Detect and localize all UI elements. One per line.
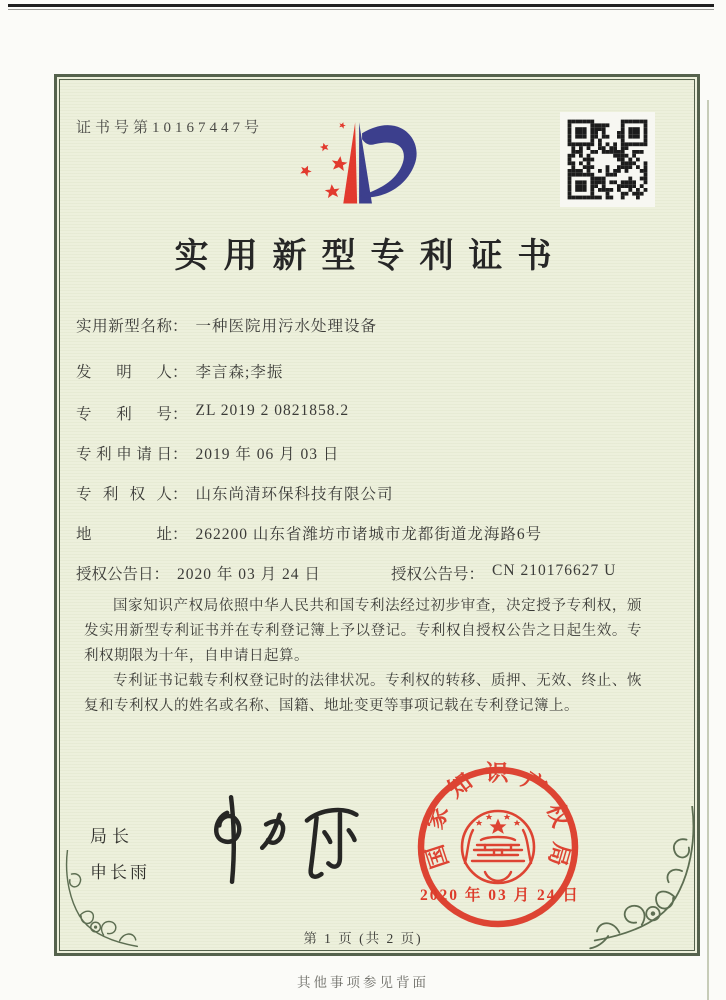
- field-address: 地址 ： 262200 山东省潍坊市诸城市龙都街道龙海路6号: [76, 522, 542, 544]
- field-value: 李言森;李振: [195, 364, 284, 381]
- field-label: 专利申请日: [76, 446, 172, 463]
- seal-authority-text: 国家知识产权局: [422, 760, 575, 872]
- field-value: 山东尚清环保科技有限公司: [195, 486, 394, 503]
- field-label: 实用新型名称: [76, 318, 172, 335]
- certificate-body-text: [84, 594, 642, 719]
- floral-corner-ornament-right: [588, 806, 700, 954]
- field-patentee: 专利权人 ： 山东尚清环保科技有限公司: [76, 482, 394, 504]
- field-label: 发明人: [76, 364, 172, 381]
- national-emblem: [476, 814, 521, 834]
- field-application-date: 专利申请日 ： 2019 年 06 月 03 日: [76, 442, 339, 464]
- director-name: 申长雨: [90, 863, 150, 882]
- certificate-number: 证书号第10167447号: [76, 120, 264, 136]
- cnipa-logo: [283, 100, 451, 218]
- seal-date: 2020 年 03 月 24 日: [420, 887, 580, 904]
- qr-code: [560, 112, 655, 207]
- scan-edge-line-thin: [8, 9, 714, 10]
- field-value: ZL 2019 2 0821858.2: [195, 402, 350, 419]
- scan-edge-line: [8, 4, 714, 7]
- body-paragraph-2: 专利证书记载专利权登记时的法律状况。专利权的转移、质押、无效、终止、恢复和专利权人的姓名或名称、国籍、地址变更等事项记载在专利登记簿上。: [84, 673, 642, 714]
- director-title: 局长: [90, 827, 134, 846]
- field-inventor: 发明人 ： 李言森;李振: [76, 360, 283, 382]
- page-indicator: 第 1 页 (共 2 页): [303, 931, 423, 946]
- field-label: 地址: [76, 526, 172, 543]
- field-grant-announcement: 授权公告日 ： 2020 年 03 月 24 日 授权公告号 ： CN 210176627 U: [76, 562, 617, 583]
- field-label: 专利权人: [76, 486, 172, 503]
- grant-date-value: 2020 年 03 月 24 日: [177, 566, 321, 583]
- field-utility-model-name: 实用新型名称 ： 一种医院用污水处理设备: [76, 314, 377, 336]
- official-seal: [408, 757, 588, 937]
- field-label: 专利号: [76, 406, 172, 423]
- director-signature: [198, 790, 373, 890]
- back-side-note: 其他事项参见背面: [297, 975, 429, 990]
- certificate-title: 实用新型专利证书: [174, 238, 567, 275]
- field-value: 262200 山东省潍坊市诸城市龙都街道龙海路6号: [195, 526, 543, 543]
- floral-corner-ornament-left: [56, 850, 148, 956]
- body-paragraph-1: 国家知识产权局依照中华人民共和国专利法经过初步审查，决定授予专利权，颁发实用新型专利证书并在专利登记簿上予以登记。专利权自授权公告之日起生效。专利权期限为十年，自申请日起算。: [84, 598, 642, 664]
- grant-number-label: 授权公告号: [391, 566, 469, 583]
- field-value: 一种医院用污水处理设备: [195, 318, 378, 335]
- grant-number-value: CN 210176627 U: [492, 562, 617, 579]
- logo-stars: [299, 121, 349, 198]
- field-patent-number: 专利号 ： ZL 2019 2 0821858.2: [76, 402, 350, 423]
- grant-date-label: 授权公告日: [76, 566, 154, 583]
- field-value: 2019 年 06 月 03 日: [195, 446, 340, 463]
